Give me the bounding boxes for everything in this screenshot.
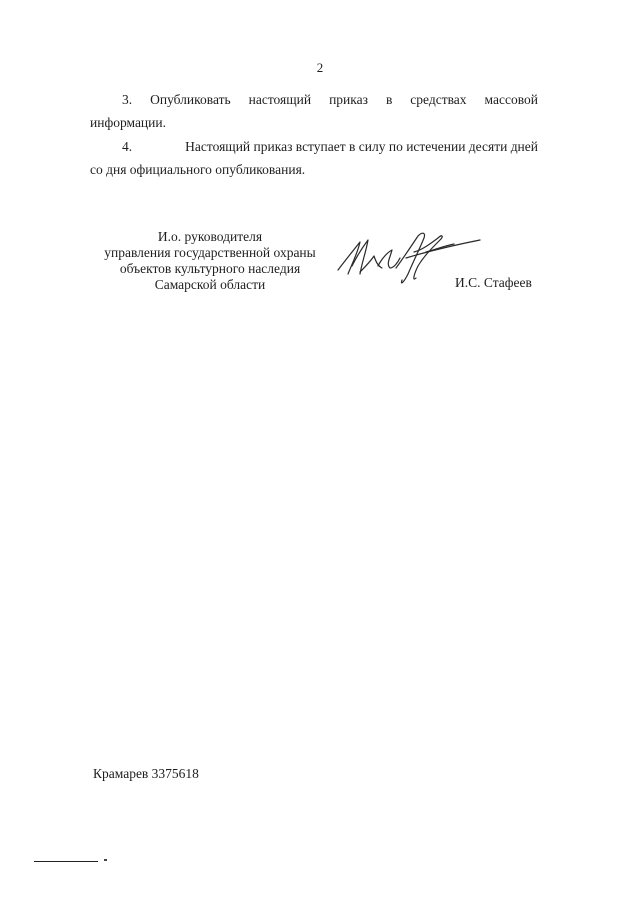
word: в [385, 92, 393, 107]
paragraph-item-3 [90, 88, 538, 134]
word: настоящий [248, 92, 312, 107]
signer-title-line: управления государственной охраны [104, 245, 316, 260]
footer-rule [34, 861, 98, 862]
paragraph-line: информации. [90, 115, 166, 130]
signer-title-line: И.о. руководителя [157, 229, 263, 244]
word: Опубликовать [150, 92, 231, 107]
item-number: 4. [122, 139, 133, 154]
word: приказ [329, 92, 368, 107]
paragraph-line: со дня официального опубликования. [90, 162, 306, 177]
item-number: 3. [122, 92, 133, 107]
footer-mark [104, 859, 107, 861]
executor-contact: Крамарев 3375618 [93, 766, 199, 781]
signer-title-line: Самарской области [154, 277, 266, 292]
word: средствах [410, 92, 467, 107]
page-number: 2 [316, 60, 324, 75]
paragraph-line: Настоящий приказ вступает в силу по истечении десяти дней [185, 139, 538, 154]
word: массовой [484, 92, 538, 107]
signer-title [85, 229, 335, 293]
signer-name: И.С. Стафеев [455, 275, 532, 290]
signer-title-line: объектов культурного наследия [119, 261, 301, 276]
paragraph-item-4 [90, 135, 538, 181]
